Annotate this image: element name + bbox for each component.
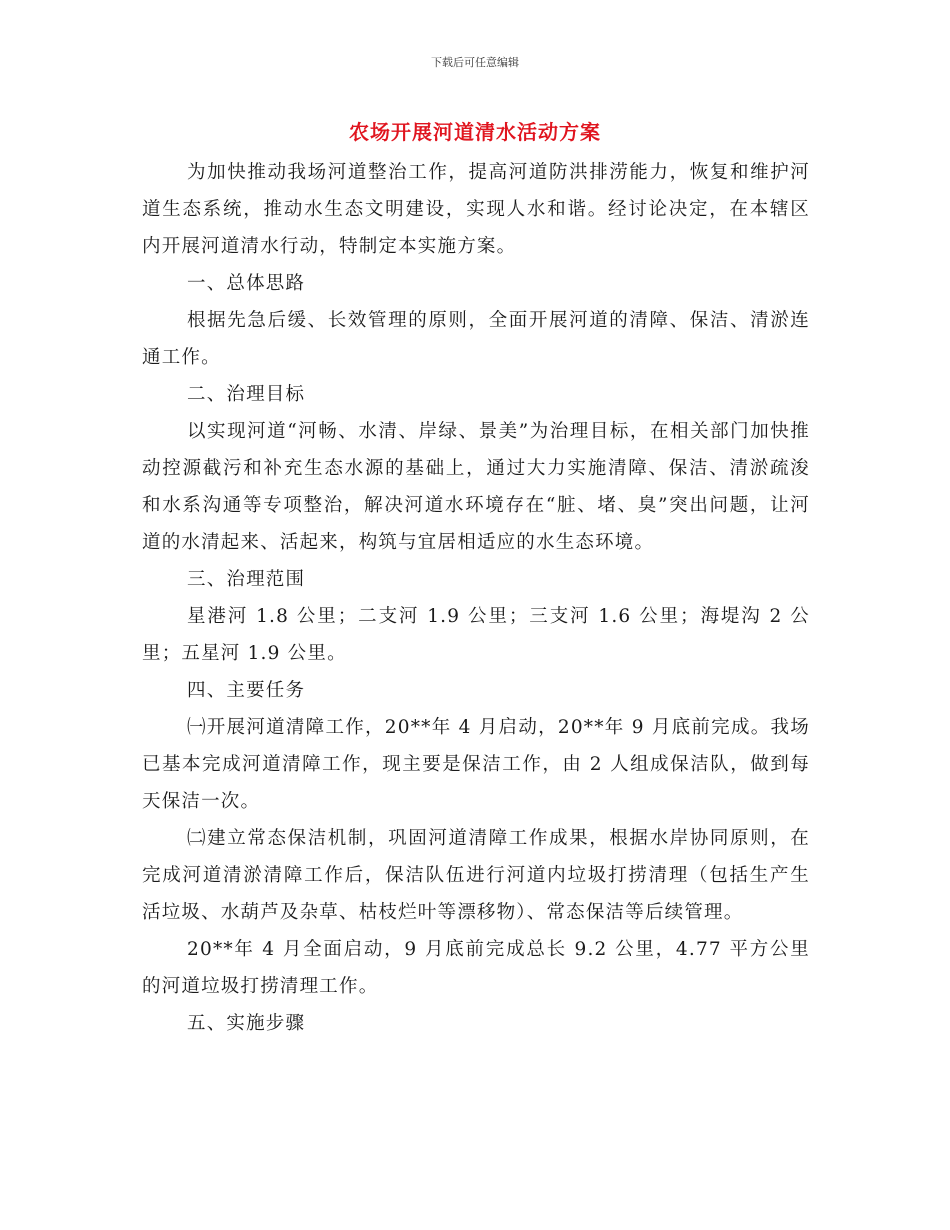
section-heading-2: 二、治理目标 [187,384,306,405]
document-title: 农场开展河道清水活动方案 [349,120,601,144]
paragraph-section-3: 星港河 1.8 公里；二支河 1.9 公里；三支河 1.6 公里；海堤沟 2 公里；五星河 1.9 公里。 [142,606,810,664]
paragraph-task-2: ㈡建立常态保洁机制，巩固河道清障工作成果，根据水岸协同原则，在完成河道清淤清障工作后，保洁队伍进行河道内垃圾打捞清理（包括生产生活垃圾、水葫芦及杂草、枯枝烂叶等漂移物）、常态保洁等后续管理。 [142,828,810,923]
document-body [142,154,810,1042]
section-heading-3: 三、治理范围 [187,569,306,590]
paragraph-task-2-schedule: 20**年 4 月全面启动，9 月底前完成总长 9.2 公里，4.77 平方公里的河道垃圾打捞清理工作。 [142,939,810,997]
section-heading-1: 一、总体思路 [187,273,306,294]
section-heading-5: 五、实施步骤 [187,1013,306,1034]
paragraph-intro: 为加快推动我场河道整治工作，提高河道防洪排涝能力，恢复和维护河道生态系统，推动水生态文明建设，实现人水和谐。经讨论决定，在本辖区内开展河道清水行动，特制定本实施方案。 [142,162,810,257]
paragraph-section-1: 根据先急后缓、长效管理的原则，全面开展河道的清障、保洁、清淤连通工作。 [142,310,810,368]
section-heading-4: 四、主要任务 [187,680,306,701]
paragraph-task-1: ㈠开展河道清障工作，20**年 4 月启动，20**年 9 月底前完成。我场已基本完成河道清障工作，现主要是保洁工作，由 2 人组成保洁队，做到每天保洁一次。 [142,717,810,812]
paragraph-section-2: 以实现河道“河畅、水清、岸绿、景美”为治理目标，在相关部门加快推动控源截污和补充生态水源的基础上，通过大力实施清障、保洁、清淤疏浚和水系沟通等专项整治，解决河道水环境存在“脏、堵、臭”突出问题，让河道的水清起来、活起来，构筑与宜居相适应的水生态环境。 [142,421,810,553]
page-header-note: 下载后可任意编辑 [431,56,519,69]
